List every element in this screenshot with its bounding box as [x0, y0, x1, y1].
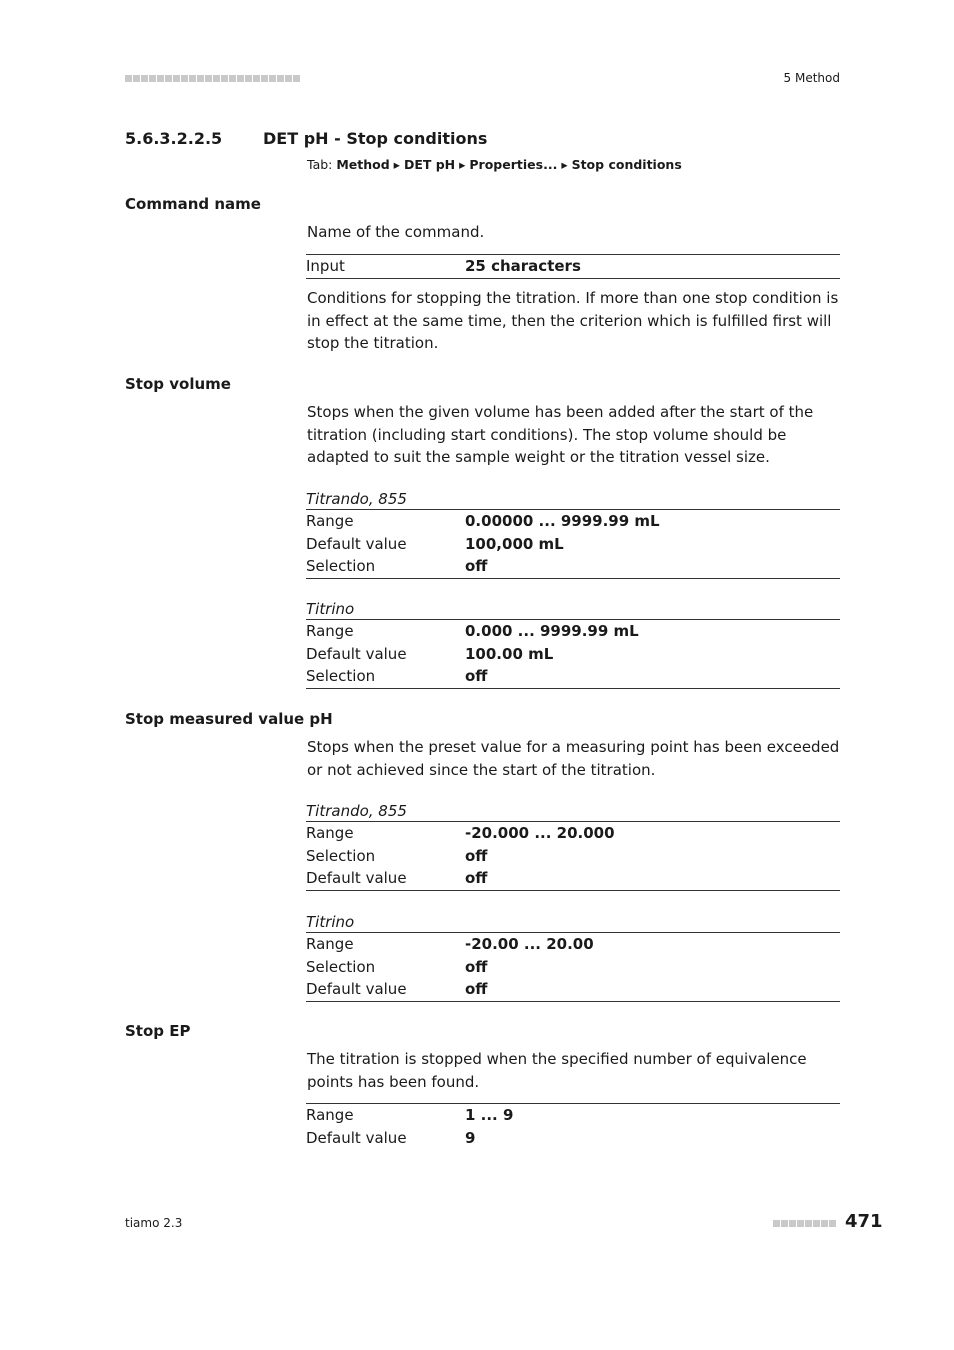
section-title: DET pH - Stop conditions [263, 129, 488, 148]
table-row [306, 1127, 840, 1150]
tab-separator: ▸ [459, 157, 466, 172]
row-key: Range [306, 1106, 354, 1124]
table-caption: Titrando, 855 [306, 490, 407, 508]
row-value: 100,000 mL [465, 534, 564, 553]
row-key: Default value [306, 644, 407, 663]
command-name-table [306, 254, 840, 279]
row-value: 1 ... 9 [465, 1106, 514, 1124]
command-name-desc: Name of the command. [307, 223, 485, 241]
row-key: Default value [306, 534, 407, 553]
footer-product: tiamo 2.3 [125, 1216, 183, 1230]
table-row [306, 822, 840, 845]
table-row [306, 1104, 840, 1127]
row-key: Default value [306, 869, 407, 887]
table-row [306, 533, 840, 556]
stop-volume-table-titrino [306, 599, 840, 689]
row-value: off [465, 557, 488, 575]
footer-dots [773, 1220, 836, 1227]
row-key: Selection [306, 957, 376, 976]
table-row [306, 867, 840, 890]
tab-prefix: Tab: [307, 157, 333, 172]
tab-path [307, 157, 682, 172]
row-key: Selection [306, 667, 376, 685]
table-row [306, 978, 840, 1001]
tab-path-item: Stop conditions [571, 157, 682, 172]
table-row [306, 555, 840, 578]
tab-path-item: DET pH [403, 157, 456, 172]
table-caption: Titrino [306, 913, 355, 931]
stop-ep-desc: The titration is stopped when the specified number of equivalence points has been found. [307, 1050, 807, 1091]
header-dots [125, 75, 300, 82]
table-caption: Titrando, 855 [306, 802, 407, 820]
tab-separator: ▸ [393, 157, 400, 172]
row-value: -20.00 ... 20.00 [465, 935, 594, 953]
table-caption: Titrino [306, 600, 355, 618]
table-row [306, 620, 840, 643]
row-value: off [465, 846, 488, 865]
stop-measured-desc: Stops when the preset value for a measuring point has been exceeded or not achieved since the start of the titration. [307, 738, 840, 779]
row-value: 0.00000 ... 9999.99 mL [465, 512, 660, 530]
row-value: off [465, 667, 488, 685]
stop-volume-desc: Stops when the given volume has been added after the start of the titration (including start conditions). The stop volume should be adapted to suit the sample weight or the titration vessel size. [307, 403, 814, 466]
row-value: 100.00 mL [465, 644, 554, 663]
row-value: -20.000 ... 20.000 [465, 824, 615, 842]
row-key: Selection [306, 557, 376, 575]
row-key: Selection [306, 846, 376, 865]
row-key: Default value [306, 980, 407, 998]
row-key: Range [306, 935, 354, 953]
tab-separator: ▸ [561, 157, 568, 172]
stop-conditions-note: Conditions for stopping the titration. If more than one stop condition is in effect at the same time, then the criterion which is fulfilled first will stop the titration. [307, 289, 839, 352]
section-number: 5.6.3.2.2.5 [125, 129, 223, 148]
row-key: Input [306, 257, 345, 275]
table-row [306, 255, 840, 278]
row-value: 9 [465, 1128, 476, 1147]
row-value: 25 characters [465, 257, 581, 275]
stop-measured-label: Stop measured value pH [125, 710, 333, 728]
table-row [306, 845, 840, 868]
row-value: off [465, 980, 488, 998]
stop-measured-table-titrando [306, 801, 840, 891]
stop-volume-label: Stop volume [125, 375, 231, 393]
tab-path-item: Properties... [469, 157, 558, 172]
stop-measured-table-titrino [306, 912, 840, 1002]
row-value: off [465, 869, 488, 887]
table-row [306, 956, 840, 979]
command-name-label: Command name [125, 195, 261, 213]
tab-path-item: Method [336, 157, 390, 172]
table-row [306, 665, 840, 688]
table-row [306, 933, 840, 956]
stop-ep-table [306, 1103, 840, 1149]
row-key: Range [306, 622, 354, 640]
table-row [306, 643, 840, 666]
table-row [306, 510, 840, 533]
row-value: 0.000 ... 9999.99 mL [465, 622, 639, 640]
stop-ep-label: Stop EP [125, 1022, 191, 1040]
chapter-header: 5 Method [783, 71, 840, 85]
row-key: Range [306, 824, 354, 842]
page-number: 471 [845, 1211, 883, 1232]
row-value: off [465, 957, 488, 976]
row-key: Default value [306, 1128, 407, 1147]
row-key: Range [306, 512, 354, 530]
stop-volume-table-titrando [306, 489, 840, 579]
